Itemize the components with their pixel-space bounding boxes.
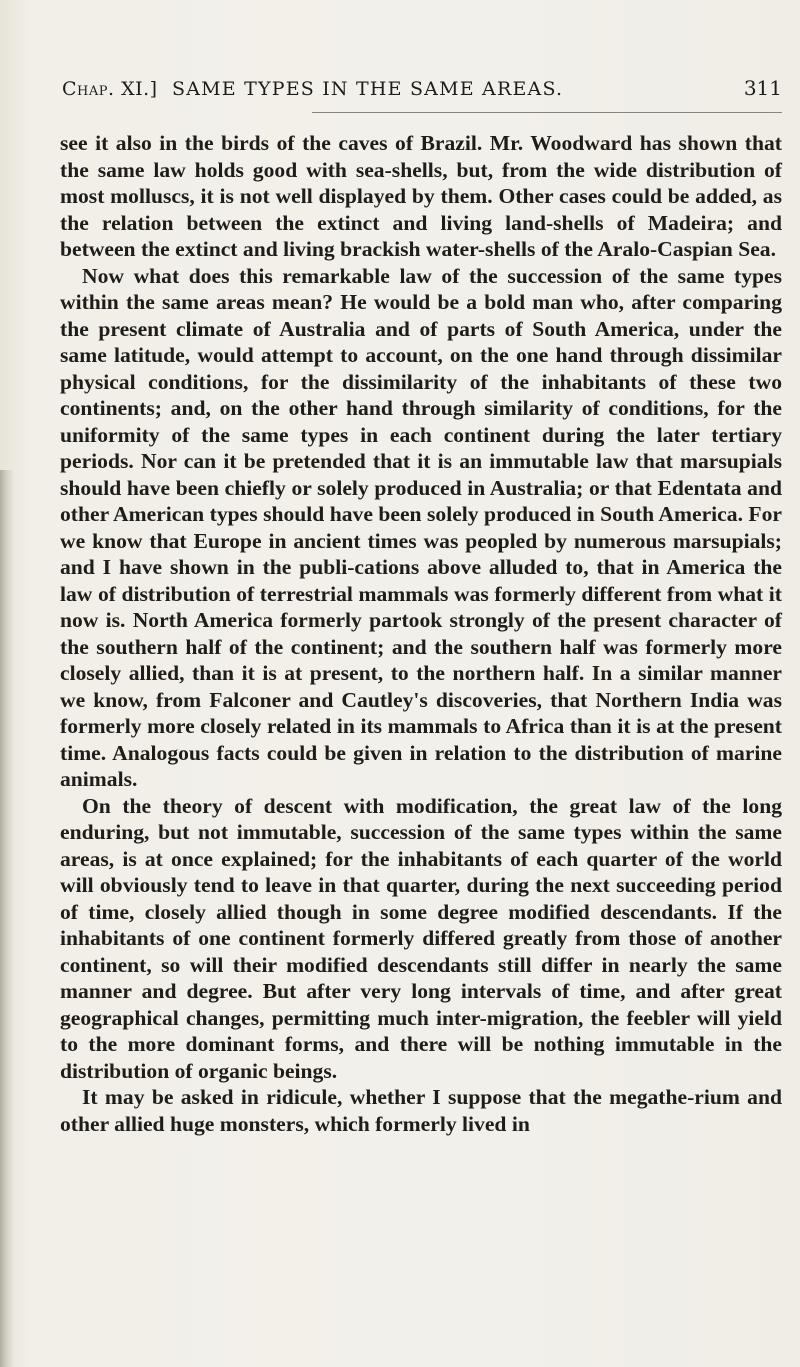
page-number: 311 — [743, 76, 782, 100]
paragraph-succession-law: Now what does this remarkable law of the succession of the same types within the same areas mean? He would be a bold man who, after comparing the present climate of Australia and of parts of South America, under the same latitude, would attempt to account, on the one hand through dissimilar physical conditions, for the dissimilarity of the inhabitants of these two continents; and, on the other hand through similarity of conditions, for the uniformity of the same types in each continent during the later tertiary periods. Nor can it be pretended that it is an immutable law that marsupials should have been chiefly or solely produced in Australia; or that Edentata and other American types should have been solely produced in South America. For we know that Europe in ancient times was peopled by numerous marsupials; and I have shown in the publi-cations above alluded to, that in America the law of distribution of terrestrial mammals was formerly different from what it now is. North America formerly partook strongly of the present character of the southern half of the continent; and the southern half was formerly more closely allied, than it is at present, to the northern half. In a similar manner we know, from Falconer and Cautley's discoveries, that Northern India was formerly more closely related in its mammals to Africa than it is at the present time. Analogous facts could be given in relation to the distribution of marine animals. — [60, 263, 782, 791]
running-head — [62, 78, 782, 114]
paragraph-megatherium: It may be asked in ridicule, whether I suppose that the megathe-rium and other allied huge monsters, which formerly lived in — [60, 1085, 782, 1136]
chapter-label: Chap. XI.] — [62, 78, 158, 100]
paragraph-continuation: see it also in the birds of the caves of Brazil. Mr. Woodward has shown that the same law holds good with sea-shells, but, from the wide distribution of most molluscs, it is not well displayed by them. Other cases could be added, as the relation between the extinct and living land-shells of Madeira; and between the extinct and living brackish water-shells of the Aralo-Caspian Sea. — [60, 131, 782, 261]
paragraph-descent-theory: On the theory of descent with modification, the great law of the long enduring, but not immutable, succession of the same types within the same areas, is at once explained; for the inhabitants of each quarter of the world will obviously tend to leave in that quarter, during the next succeeding period of time, closely allied though in some degree modified descendants. If the inhabitants of one continent formerly differed greatly from those of another continent, so will their modified descendants still differ in nearly the same manner and degree. But after very long intervals of time, and after great geographical changes, permitting much inter-migration, the feebler will yield to the more dominant forms, and there will be nothing immutable in the distribution of organic beings. — [60, 793, 782, 1083]
running-title: SAME TYPES IN THE SAME AREAS. — [172, 78, 564, 100]
header-rule — [312, 112, 782, 113]
binding-shadow — [0, 470, 14, 1367]
body-text — [60, 130, 782, 1137]
